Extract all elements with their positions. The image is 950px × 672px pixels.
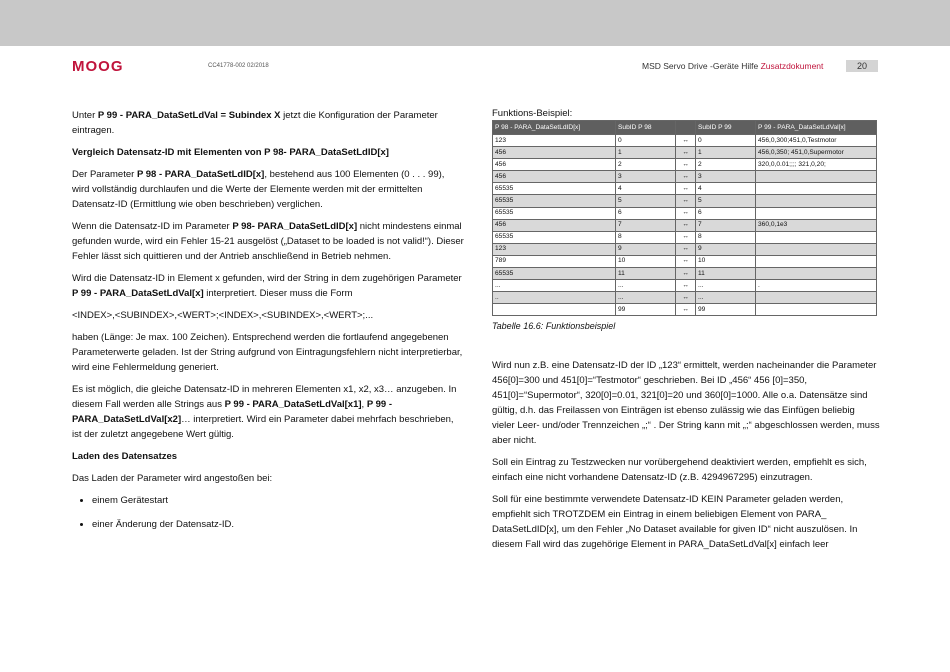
table-cell: 65535 — [493, 231, 616, 243]
list-item: • einem Gerätestart — [92, 493, 464, 508]
table-cell — [756, 268, 877, 280]
arrow-icon: ↔ — [676, 135, 696, 147]
table-cell: 456,0,350; 451,0,Supermotor — [756, 147, 877, 159]
text: Der Parameter — [72, 169, 137, 180]
table-cell: 8 — [616, 231, 676, 243]
format-string: <INDEX>,<SUBINDEX>,<WERT>;<INDEX>,<SUBINDEX>,<WERT>;... — [72, 310, 374, 321]
arrow-icon: ↔ — [676, 243, 696, 255]
text: , bestehend aus 100 Elementen (0 . . . 99), wird vollständig durchlaufen und die Werte der Elemente werden mit der ermittelten Datensatz-ID (Ermittlung wie oben beschrieben) verglichen. — [72, 169, 445, 210]
table-cell: 123 — [493, 135, 616, 147]
paragraph: Wird nun z.B. eine Datensatz-ID der ID „123“ ermittelt, werden nacheinander die Parameter 456[0]=300 und 451[0]=“Testmotor“ geschrieben. Bei ID „456“ 456 [0]=350, 451[0]=“Supermotor“, 320[0]=0.01, 321[0]=20 und 360[0]=1000. Alle o.a. Datensätze sind gültig, d.h. das Freilassen von Einträgen ist ebenso zulässig wie das Einfügen beliebig vieler Leer- und/oder Trennzeichen „;“ . Der String kann mit „;“ abgeschlossen werden, muss aber nicht. — [492, 360, 880, 447]
table-cell: 10 — [696, 255, 756, 267]
table-cell: 456,0,300;451,0,Testmotor — [756, 135, 877, 147]
table-cell — [756, 195, 877, 207]
text: Unter — [72, 110, 98, 121]
moog-logo: MOOG — [72, 58, 124, 75]
header-title-main: MSD Servo Drive -Geräte Hilfe — [642, 61, 761, 71]
table-cell: 456 — [493, 147, 616, 159]
header-cell: SubID P 99 — [696, 121, 756, 135]
paragraph: Soll ein Eintrag zu Testzwecken nur vorübergehend deaktiviert werden, empfiehlt es sich, einfach eine nicht vorhandene Datensatz-ID (z.B. 4294967295) einzutragen. — [492, 457, 867, 484]
arrow-icon: ↔ — [676, 207, 696, 219]
table-row — [493, 171, 877, 183]
arrow-icon: ↔ — [676, 255, 696, 267]
header-cell: P 98 - PARA_DataSetLdID[x] — [493, 121, 616, 135]
table-cell: 789 — [493, 255, 616, 267]
section-heading: Vergleich Datensatz-ID mit Elementen von P 98- PARA_DataSetLdID[x] — [72, 147, 389, 158]
document-number: CC41778-002 02/2018 — [208, 63, 269, 69]
paragraph: Soll für eine bestimmte verwendete Datensatz-ID KEIN Parameter geladen werden, empfiehlt sich TROTZDEM ein Eintrag in einem beliebigen Element von PARA_ DataSetLdID[x], um den Fehler „No Dataset available for given ID“ nicht auszulösen. In diesem Fall wird das zugehörige Element in PARA_DataSetLdVal[x] einfach leer — [492, 494, 858, 551]
table-cell: 65535 — [493, 207, 616, 219]
table-cell: . — [756, 280, 877, 292]
table-cell — [756, 231, 877, 243]
table-cell: 360,0,1e3 — [756, 219, 877, 231]
arrow-icon: ↔ — [676, 268, 696, 280]
right-column — [492, 108, 880, 559]
header-title — [642, 61, 823, 71]
table-row — [493, 147, 877, 159]
table-cell: 6 — [696, 207, 756, 219]
table-row — [493, 207, 877, 219]
list-item: • einer Änderung der Datensatz-ID. — [92, 517, 464, 532]
text: interpretiert. Dieser muss die Form — [203, 288, 353, 299]
table-cell — [756, 292, 877, 304]
table-cell: 6 — [616, 207, 676, 219]
text: … interpretiert. Wird ein Parameter dabei mehrfach beschrieben, ist der zuletzt angegebene Wert gültig. — [72, 414, 454, 440]
arrow-icon: ↔ — [676, 147, 696, 159]
arrow-icon: ↔ — [676, 231, 696, 243]
table-row — [493, 268, 877, 280]
table-cell — [493, 304, 616, 316]
table-body — [493, 135, 877, 316]
table-cell — [756, 255, 877, 267]
text: Wird die Datensatz-ID in Element x gefunden, wird der String in dem zugehörigen Parameter — [72, 273, 462, 284]
table-cell: 99 — [696, 304, 756, 316]
table-row — [493, 292, 877, 304]
text: , — [361, 399, 367, 410]
table-cell: 456 — [493, 171, 616, 183]
table-cell: 0 — [696, 135, 756, 147]
paragraph — [72, 271, 464, 301]
arrow-icon: ↔ — [676, 280, 696, 292]
table-cell: 0 — [616, 135, 676, 147]
table-cell: 8 — [696, 231, 756, 243]
table-cell: ... — [616, 292, 676, 304]
table-cell — [756, 207, 877, 219]
table-cell: ... — [696, 280, 756, 292]
param-ref: P 98 - PARA_DataSetLdID[x] — [136, 169, 265, 180]
bullet-list — [72, 493, 464, 532]
table-cell: ... — [616, 280, 676, 292]
top-bar — [0, 0, 950, 46]
text: Wenn die Datensatz-ID im Parameter — [72, 221, 233, 232]
header-cell: P 99 - PARA_DataSetLdVal[x] — [756, 121, 877, 135]
table-row — [493, 243, 877, 255]
param-ref: P 99 - PARA_DataSetLdVal[x1] — [224, 399, 362, 410]
arrow-icon: ↔ — [676, 195, 696, 207]
table-cell: 11 — [696, 268, 756, 280]
table-cell — [756, 183, 877, 195]
table-row — [493, 231, 877, 243]
table-row — [493, 280, 877, 292]
table-cell: 2 — [696, 159, 756, 171]
paragraph — [72, 382, 464, 442]
table-cell: 2 — [616, 159, 676, 171]
table-cell: 7 — [696, 219, 756, 231]
table-cell: ... — [493, 280, 616, 292]
header-cell: SubID P 98 — [616, 121, 676, 135]
table-cell: 320,0,0.01;;;; 321,0,20; — [756, 159, 877, 171]
table-cell: 456 — [493, 219, 616, 231]
table-row — [493, 159, 877, 171]
section-heading: Laden des Datensatzes — [72, 451, 178, 462]
table-row — [493, 219, 877, 231]
table-cell: 9 — [616, 243, 676, 255]
arrow-icon: ↔ — [676, 171, 696, 183]
paragraph — [72, 219, 464, 264]
table-row — [493, 304, 877, 316]
table-cell: 3 — [696, 171, 756, 183]
arrow-icon: ↔ — [676, 159, 696, 171]
table-title: Funktions-Beispiel: — [492, 108, 573, 119]
table-caption: Tabelle 16.6: Funktionsbeispiel — [492, 321, 616, 332]
arrow-icon: ↔ — [676, 219, 696, 231]
table-cell: 9 — [696, 243, 756, 255]
table-cell: 11 — [616, 268, 676, 280]
table-header-row — [493, 121, 877, 135]
table-cell: 4 — [616, 183, 676, 195]
table-row — [493, 255, 877, 267]
table-row — [493, 135, 877, 147]
table-cell: 4 — [696, 183, 756, 195]
table-cell: ... — [696, 292, 756, 304]
table-cell — [756, 171, 877, 183]
arrow-icon: ↔ — [676, 304, 696, 316]
table-cell: 5 — [696, 195, 756, 207]
table-cell: 1 — [616, 147, 676, 159]
left-column — [72, 108, 464, 541]
table-cell: 99 — [616, 304, 676, 316]
table-cell — [756, 304, 877, 316]
table-cell: 65535 — [493, 195, 616, 207]
param-ref: P 98- PARA_DataSetLdID[x] — [232, 221, 358, 232]
table-cell: 3 — [616, 171, 676, 183]
page-number: 20 — [846, 60, 878, 72]
paragraph: haben (Länge: Je max. 100 Zeichen). Entsprechend werden die fortlaufend angegebenen Parameterwerte geladen. Ist der String aufgrund von Eintragungsfehlern nicht interpretierbar, wird eine Fehlermeldung generiert. — [72, 332, 463, 373]
param-ref: P 99 - PARA_DataSetLdVal[x2] — [72, 399, 392, 425]
table-cell: 456 — [493, 159, 616, 171]
table-cell: 65535 — [493, 183, 616, 195]
table-cell: 1 — [696, 147, 756, 159]
paragraph: Das Laden der Parameter wird angestoßen bei: — [72, 473, 273, 484]
header-cell — [676, 121, 696, 135]
table-cell: .. — [493, 292, 616, 304]
text: Es ist möglich, die gleiche Datensatz-ID in mehreren Elementen x1, x2, x3… anzugeben. In diesem Fall werden alle Strings aus — [72, 384, 457, 410]
arrow-icon: ↔ — [676, 292, 696, 304]
paragraph — [72, 167, 464, 212]
table-row — [493, 195, 877, 207]
table-row — [493, 183, 877, 195]
table-cell: 10 — [616, 255, 676, 267]
header-title-accent: Zusatzdokument — [760, 61, 824, 71]
table-cell: 7 — [616, 219, 676, 231]
param-ref: P 99 - PARA_DataSetLdVal = Subindex X — [97, 110, 281, 121]
table-cell: 123 — [493, 243, 616, 255]
table-cell — [756, 243, 877, 255]
function-example-table — [492, 120, 877, 316]
param-ref: P 99 - PARA_DataSetLdVal[x] — [72, 288, 204, 299]
table-cell: 65535 — [493, 268, 616, 280]
table-cell: 5 — [616, 195, 676, 207]
text: nicht mindestens einmal gefunden wurde, wird ein Fehler 15-21 ausgelöst („Dataset to be loaded is not valid!“). Dieser Fehler lässt sich quittieren und der Antrieb anschließend in Betrieb nehmen. — [72, 221, 464, 262]
paragraph — [72, 108, 464, 138]
arrow-icon: ↔ — [676, 183, 696, 195]
text: jetzt die Konfiguration der Parameter eintragen. — [72, 110, 438, 136]
